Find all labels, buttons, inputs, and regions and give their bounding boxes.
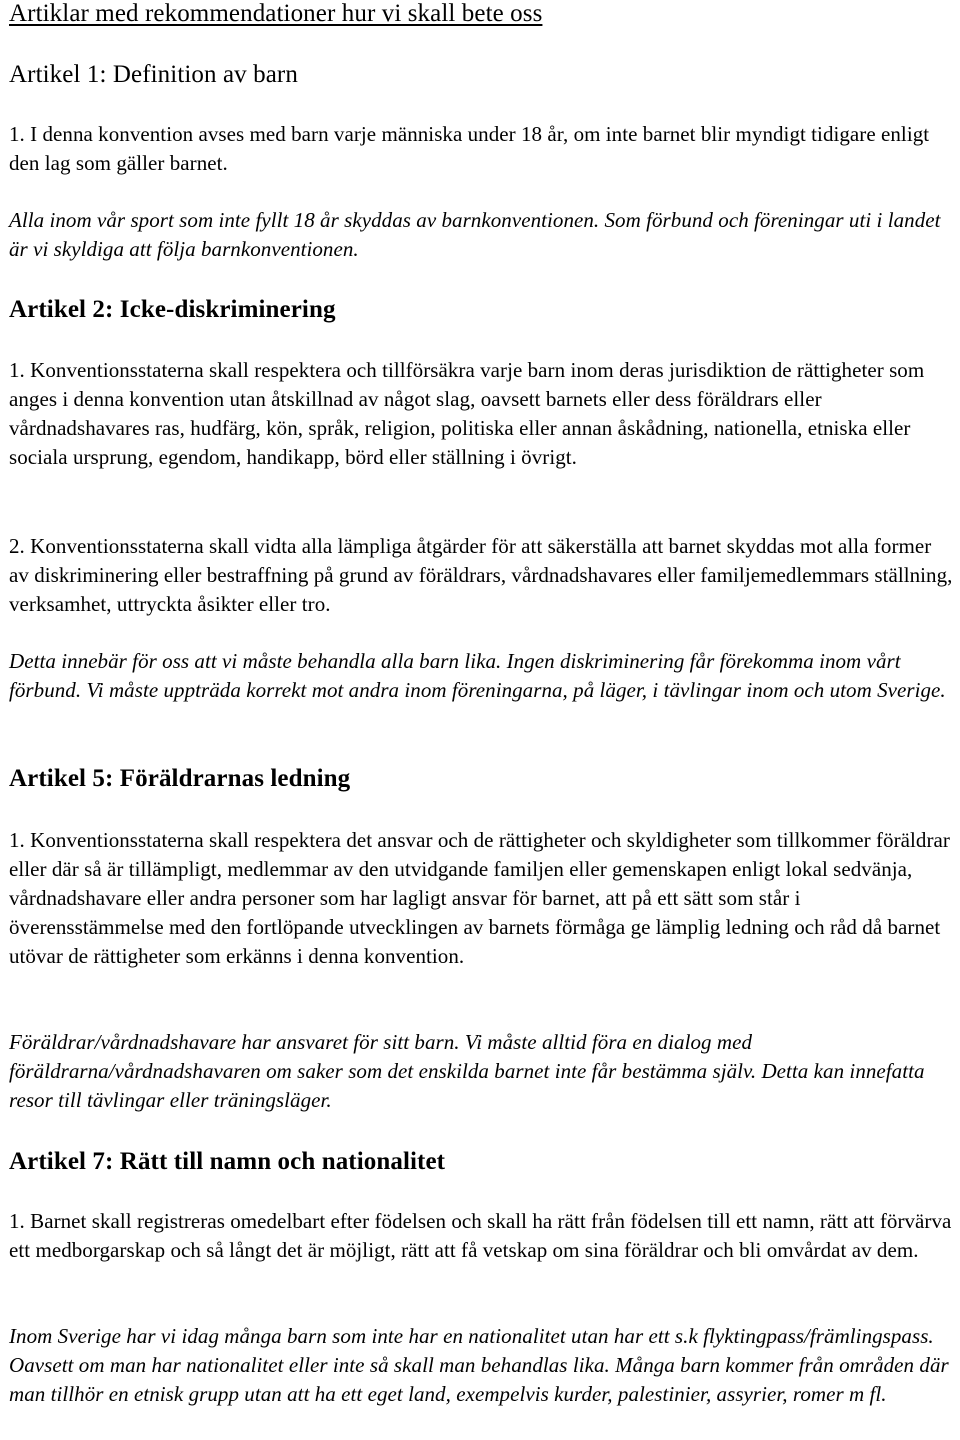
artikel-5-recommendation: Föräldrar/vårdnadshavare har ansvaret för sitt barn. Vi måste alltid föra en dialog med föräldrarna/vårdnadshavaren om saker som det enskilda barnet inte får bestämma själv. Detta kan innefatta resor till tävlingar eller träningsläger. <box>9 1030 925 1112</box>
artikel-2-paragraph-2: 2. Konventionsstaterna skall vidta alla lämpliga åtgärder för att säkerställa att barnet skyddas mot alla former av diskriminering eller bestraffning på grund av föräldrars, vårdnadshavares eller familjemedlemmars ställning, verksamhet, uttryckta åsikter eller tro. <box>9 534 953 616</box>
section-heading-artikel-2: Artikel 2: Icke-diskriminering <box>9 296 336 323</box>
artikel-1-paragraph-1: 1. I denna konvention avses med barn varje människa under 18 år, om inte barnet blir myndigt tidigare enligt den lag som gäller barnet. <box>9 122 930 175</box>
section-heading-artikel-5: Artikel 5: Föräldrarnas ledning <box>9 765 351 792</box>
document-title: Artiklar med rekommendationer hur vi skall bete oss <box>9 0 543 27</box>
section-heading-artikel-7: Artikel 7: Rätt till namn och nationalitet <box>9 1148 446 1175</box>
artikel-7-recommendation: Inom Sverige har vi idag många barn som inte har en nationalitet utan har ett s.k flyktingpass/främlingspass. Oavsett om man har nationalitet eller inte så skall man behandlas lika. Många barn kommer från områden där man tillhör en etnisk grupp utan att ha ett eget land, exempelvis kurder, palestinier, assyrier, romer m fl. <box>9 1324 949 1406</box>
artikel-1-recommendation: Alla inom vår sport som inte fyllt 18 år skyddas av barnkonventionen. Som förbund och föreningar uti i landet är vi skyldiga att följa barnkonventionen. <box>9 208 941 261</box>
artikel-7-paragraph-1: 1. Barnet skall registreras omedelbart efter födelsen och skall ha rätt från födelsen till ett namn, rätt att förvärva ett medborgarskap och så långt det är möjligt, rätt att få vetskap om sina föräldrar och bli omvårdat av dem. <box>9 1209 952 1262</box>
artikel-5-paragraph-1: 1. Konventionsstaterna skall respektera det ansvar och de rättigheter och skyldigheter som tillkommer föräldrar eller där så är tillämpligt, medlemmar av den utvidgande familjen eller gemenskapen enligt lokal sedvänja, vårdnadshavare eller andra personer som har lagligt ansvar för barnet, att på ett sätt som står i överensstämmelse med den fortlöpande utvecklingen av barnets förmåga ge lämplig ledning och råd då barnet utövar de rättigheter som erkänns i denna konvention. <box>9 828 950 968</box>
artikel-2-paragraph-1: 1. Konventionsstaterna skall respektera och tillförsäkra varje barn inom deras jurisdiktion de rättigheter som anges i denna konvention utan åtskillnad av något slag, oavsett barnets eller dess föräldrars eller vårdnadshavares ras, hudfärg, kön, språk, religion, politiska eller annan åskådning, nationella, etniska eller sociala ursprung, egendom, handikapp, börd eller ställning i övrigt. <box>9 358 925 469</box>
section-heading-artikel-1: Artikel 1: Definition av barn <box>9 61 298 88</box>
artikel-2-recommendation: Detta innebär för oss att vi måste behandla alla barn lika. Ingen diskriminering får förekomma inom vårt förbund. Vi måste uppträda korrekt mot andra inom föreningarna, på läger, i tävlingar inom och utom Sverige. <box>9 649 946 702</box>
